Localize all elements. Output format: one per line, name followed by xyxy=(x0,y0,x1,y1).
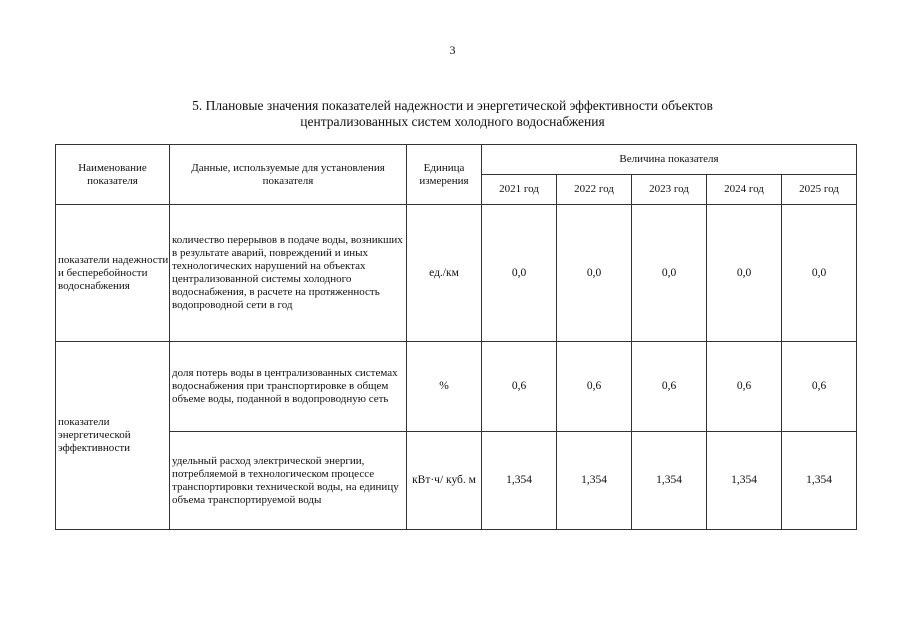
header-unit: Единица измерения xyxy=(407,145,482,205)
table-title xyxy=(0,98,905,130)
row-value: 0,0 xyxy=(482,205,557,342)
row-value: 0,0 xyxy=(632,205,707,342)
title-line-2: централизованных систем холодного водоснабжения xyxy=(300,114,605,129)
row-value: 1,354 xyxy=(482,432,557,530)
table-row xyxy=(56,342,857,432)
row-unit: кВт·ч/ куб. м xyxy=(407,432,482,530)
row-value: 0,0 xyxy=(782,205,857,342)
row-value: 1,354 xyxy=(782,432,857,530)
header-year: 2021 год xyxy=(482,175,557,205)
header-year: 2025 год xyxy=(782,175,857,205)
page-number: 3 xyxy=(449,43,456,57)
row-unit: ед./км xyxy=(407,205,482,342)
header-name: Наименование показателя xyxy=(56,145,170,205)
title-line-1: 5. Плановые значения показателей надежности и энергетической эффективности объектов xyxy=(192,98,713,113)
group-name-efficiency: показатели энергетической эффективности xyxy=(56,342,170,530)
group-name-reliability: показатели надежности и бесперебойности водоснабжения xyxy=(56,205,170,342)
row-value: 1,354 xyxy=(557,432,632,530)
row-unit: % xyxy=(407,342,482,432)
row-value: 0,0 xyxy=(707,205,782,342)
row-value: 1,354 xyxy=(632,432,707,530)
header-value-group: Величина показателя xyxy=(482,145,857,175)
indicators-table xyxy=(55,144,857,530)
row-data-interruptions: количество перерывов в подаче воды, возникших в результате аварий, повреждений и иных технологических нарушений на объектах централизованной системы холодного водоснабжения, в расчете на протяженность водопроводной сети в год xyxy=(170,205,407,342)
row-value: 0,6 xyxy=(482,342,557,432)
row-value: 1,354 xyxy=(707,432,782,530)
row-value: 0,6 xyxy=(632,342,707,432)
row-value: 0,6 xyxy=(557,342,632,432)
header-year: 2023 год xyxy=(632,175,707,205)
header-data: Данные, используемые для установления показателя xyxy=(170,145,407,205)
row-data-energy-consumption: удельный расход электрической энергии, потребляемой в технологическом процессе транспортировки технической воды, на единицу объема транспортируемой воды xyxy=(170,432,407,530)
table-row xyxy=(56,205,857,342)
row-data-water-losses: доля потерь воды в централизованных системах водоснабжения при транспортировке в общем объеме воды, поданной в водопроводную сеть xyxy=(170,342,407,432)
header-year: 2024 год xyxy=(707,175,782,205)
table-row xyxy=(56,432,857,530)
header-year: 2022 год xyxy=(557,175,632,205)
row-value: 0,0 xyxy=(557,205,632,342)
row-value: 0,6 xyxy=(782,342,857,432)
row-value: 0,6 xyxy=(707,342,782,432)
